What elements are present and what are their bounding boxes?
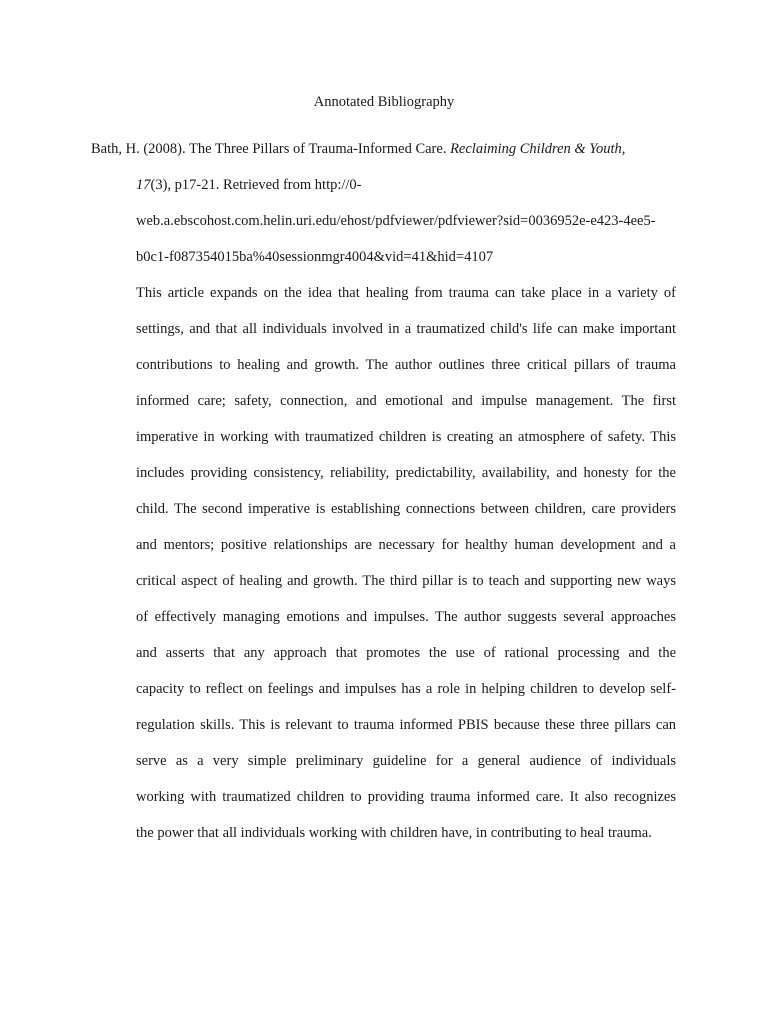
annotation-line: critical aspect of healing and growth. The third pillar is to teach and supporting new ways <box>136 573 676 589</box>
page-title: Annotated Bibliography <box>313 94 455 110</box>
annotation-line: of effectively managing emotions and impulses. The author suggests several approaches <box>136 609 676 625</box>
annotation-line: serve as a very simple preliminary guideline for a general audience of individuals <box>136 753 676 769</box>
citation-volume: 17 <box>136 177 151 193</box>
citation-journal: Reclaiming Children & Youth, <box>450 141 626 157</box>
annotation-line: includes providing consistency, reliability, predictability, availability, and honesty for the <box>136 465 676 481</box>
annotation-line: working with traumatized children to providing trauma informed care. It also recognizes <box>136 789 676 805</box>
citation-author-title: Bath, H. (2008). The Three Pillars of Trauma-Informed Care. <box>91 141 451 157</box>
annotation-line: and mentors; positive relationships are necessary for healthy human development and a <box>136 537 676 553</box>
citation-url-line-2: b0c1-f087354015ba%40sessionmgr4004&vid=41&hid=4107 <box>136 249 494 265</box>
citation-line-1 <box>91 139 625 159</box>
citation-url-line-1: web.a.ebscohost.com.helin.uri.edu/ehost/pdfviewer/pdfviewer?sid=0036952e-e423-4ee5- <box>136 213 656 229</box>
annotation-line: regulation skills. This is relevant to trauma informed PBIS because these three pillars can <box>136 717 676 733</box>
annotation-line: the power that all individuals working with children have, in contributing to heal trauma. <box>136 825 652 841</box>
annotation-line: and asserts that any approach that promotes the use of rational processing and the <box>136 645 676 661</box>
annotation-line: capacity to reflect on feelings and impulses has a role in helping children to develop self- <box>136 681 676 697</box>
annotation-line: child. The second imperative is establishing connections between children, care providers <box>136 501 676 517</box>
annotation-line: This article expands on the idea that healing from trauma can take place in a variety of <box>136 285 676 301</box>
annotation-line: settings, and that all individuals involved in a traumatized child's life can make important <box>136 321 676 337</box>
annotation-line: informed care; safety, connection, and emotional and impulse management. The first <box>136 393 676 409</box>
citation-line-2 <box>136 175 362 195</box>
annotation-line: contributions to healing and growth. The author outlines three critical pillars of trauma <box>136 357 676 373</box>
citation-issue-pages: (3), p17-21. Retrieved from http://0- <box>150 177 362 193</box>
annotation-line: imperative in working with traumatized children is creating an atmosphere of safety. This <box>136 429 676 445</box>
